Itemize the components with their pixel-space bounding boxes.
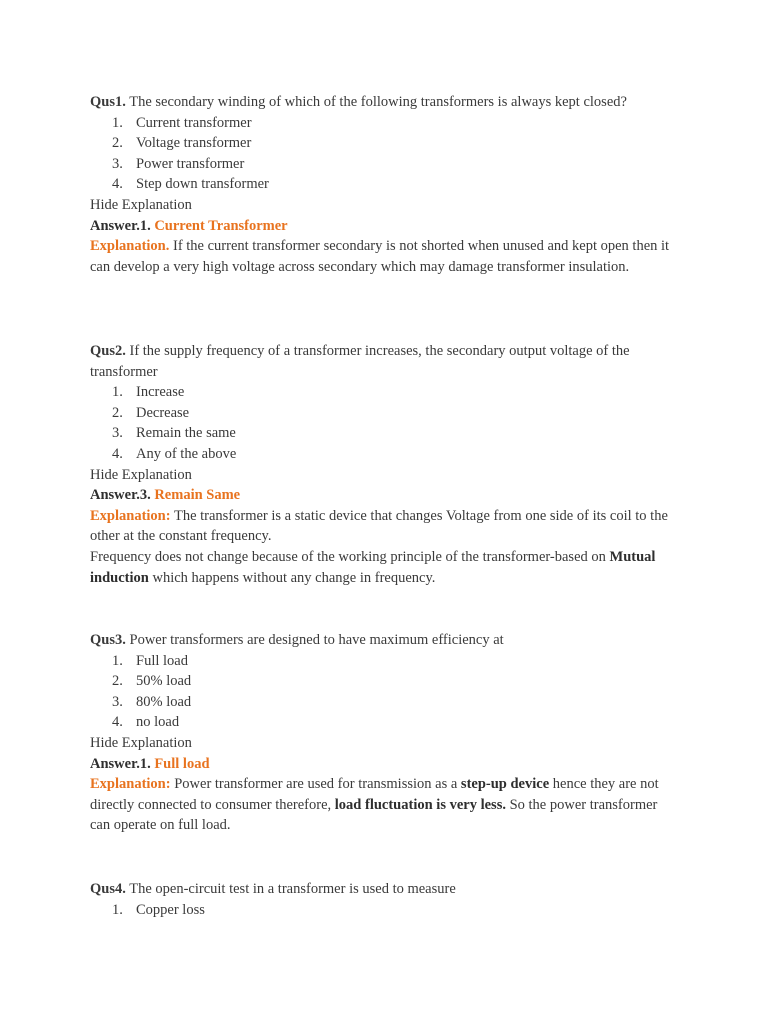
explanation-text: So the power transformer can operate on full load. <box>90 796 658 834</box>
option-text: 80% load <box>136 693 192 710</box>
option-text: no load <box>136 714 180 731</box>
option-item <box>90 900 680 921</box>
option-item <box>90 692 680 713</box>
question-4 <box>90 879 680 920</box>
options-list <box>90 382 680 464</box>
option-number: 1. <box>112 652 123 669</box>
explanation-paragraph-2 <box>90 547 680 588</box>
option-item <box>90 403 680 424</box>
options-list <box>90 651 680 733</box>
option-text: Full load <box>136 652 188 669</box>
explanation-bold: Mutual induction <box>90 548 656 586</box>
option-text: Current transformer <box>136 114 252 131</box>
option-item <box>90 174 680 195</box>
option-number: 4. <box>112 445 123 462</box>
explanation-paragraph <box>90 236 680 277</box>
answer-line <box>90 216 680 237</box>
option-item <box>90 671 680 692</box>
question-3 <box>90 630 680 836</box>
explanation-label: Explanation: <box>90 507 171 524</box>
option-text: Copper loss <box>136 901 205 918</box>
explanation-text: Power transformer are used for transmission as a <box>170 776 461 793</box>
question-1 <box>90 92 680 277</box>
option-number: 4. <box>112 176 123 193</box>
explanation-paragraph <box>90 506 680 547</box>
option-text: Decrease <box>136 404 190 421</box>
answer-label: Answer.1. <box>90 755 151 772</box>
explanation-paragraph <box>90 774 680 836</box>
explanation-bold: load fluctuation is very less. <box>334 796 506 813</box>
option-number: 1. <box>112 384 123 401</box>
answer-line <box>90 754 680 775</box>
question-3-text <box>90 630 680 651</box>
question-1-text <box>90 92 680 113</box>
option-text: Increase <box>136 384 185 401</box>
hide-explanation-link[interactable]: Hide Explanation <box>90 734 192 751</box>
explanation-text: Frequency does not change because of the working principle of the transformer-based on <box>90 548 610 565</box>
question-body: The open-circuit test in a transformer is used to measure <box>125 881 456 897</box>
option-item <box>90 154 680 175</box>
question-label: Qus1. <box>90 94 126 110</box>
option-item <box>90 712 680 733</box>
option-text: 50% load <box>136 673 192 690</box>
option-number: 1. <box>112 114 123 131</box>
question-2-text <box>90 341 680 382</box>
hide-explanation-link[interactable]: Hide Explanation <box>90 466 192 483</box>
option-item <box>90 382 680 403</box>
answer-label: Answer.3. <box>90 487 151 504</box>
explanation-label: Explanation: <box>90 776 171 793</box>
question-body: The secondary winding of which of the following transformers is always kept closed? <box>125 94 627 110</box>
option-number: 2. <box>112 135 123 152</box>
question-4-text <box>90 879 680 900</box>
options-list <box>90 113 680 195</box>
option-item <box>90 423 680 444</box>
option-item <box>90 651 680 672</box>
option-number: 3. <box>112 155 123 172</box>
option-number: 2. <box>112 673 123 690</box>
option-number: 1. <box>112 901 123 918</box>
explanation-label: Explanation. <box>90 238 170 255</box>
question-body: Power transformers are designed to have maximum efficiency at <box>125 632 504 648</box>
answer-text: Remain Same <box>150 487 241 504</box>
option-item <box>90 133 680 154</box>
explanation-text: which happens without any change in frequency. <box>148 569 436 586</box>
option-item <box>90 113 680 134</box>
answer-line <box>90 485 680 506</box>
explanation-bold: step-up device <box>460 776 550 793</box>
explanation-text: hence they are not directly connected to consumer therefore, <box>90 776 659 813</box>
option-text: Any of the above <box>136 445 237 462</box>
option-text: Step down transformer <box>136 176 269 193</box>
question-label: Qus2. <box>90 343 126 359</box>
option-text: Power transformer <box>136 155 245 172</box>
answer-text: Full load <box>150 755 210 772</box>
answer-label: Answer.1. <box>90 217 151 234</box>
option-text: Voltage transformer <box>136 135 252 152</box>
option-number: 4. <box>112 714 123 731</box>
option-number: 2. <box>112 404 123 421</box>
option-number: 3. <box>112 693 123 710</box>
question-body: If the supply frequency of a transformer increases, the secondary output voltage of the transformer <box>90 343 630 380</box>
question-label: Qus4. <box>90 881 126 897</box>
options-list <box>90 900 680 921</box>
question-label: Qus3. <box>90 632 126 648</box>
hide-explanation-link[interactable]: Hide Explanation <box>90 196 192 213</box>
answer-text: Current Transformer <box>150 217 288 234</box>
option-item <box>90 444 680 465</box>
explanation-text: The transformer is a static device that changes Voltage from one side of its coil to the other at the constant frequency. <box>90 507 668 545</box>
question-2 <box>90 341 680 588</box>
option-number: 3. <box>112 425 123 442</box>
option-text: Remain the same <box>136 425 236 442</box>
explanation-text: If the current transformer secondary is not shorted when unused and kept open then it can develop a very high voltage across secondary which may damage transformer insulation. <box>90 238 670 275</box>
